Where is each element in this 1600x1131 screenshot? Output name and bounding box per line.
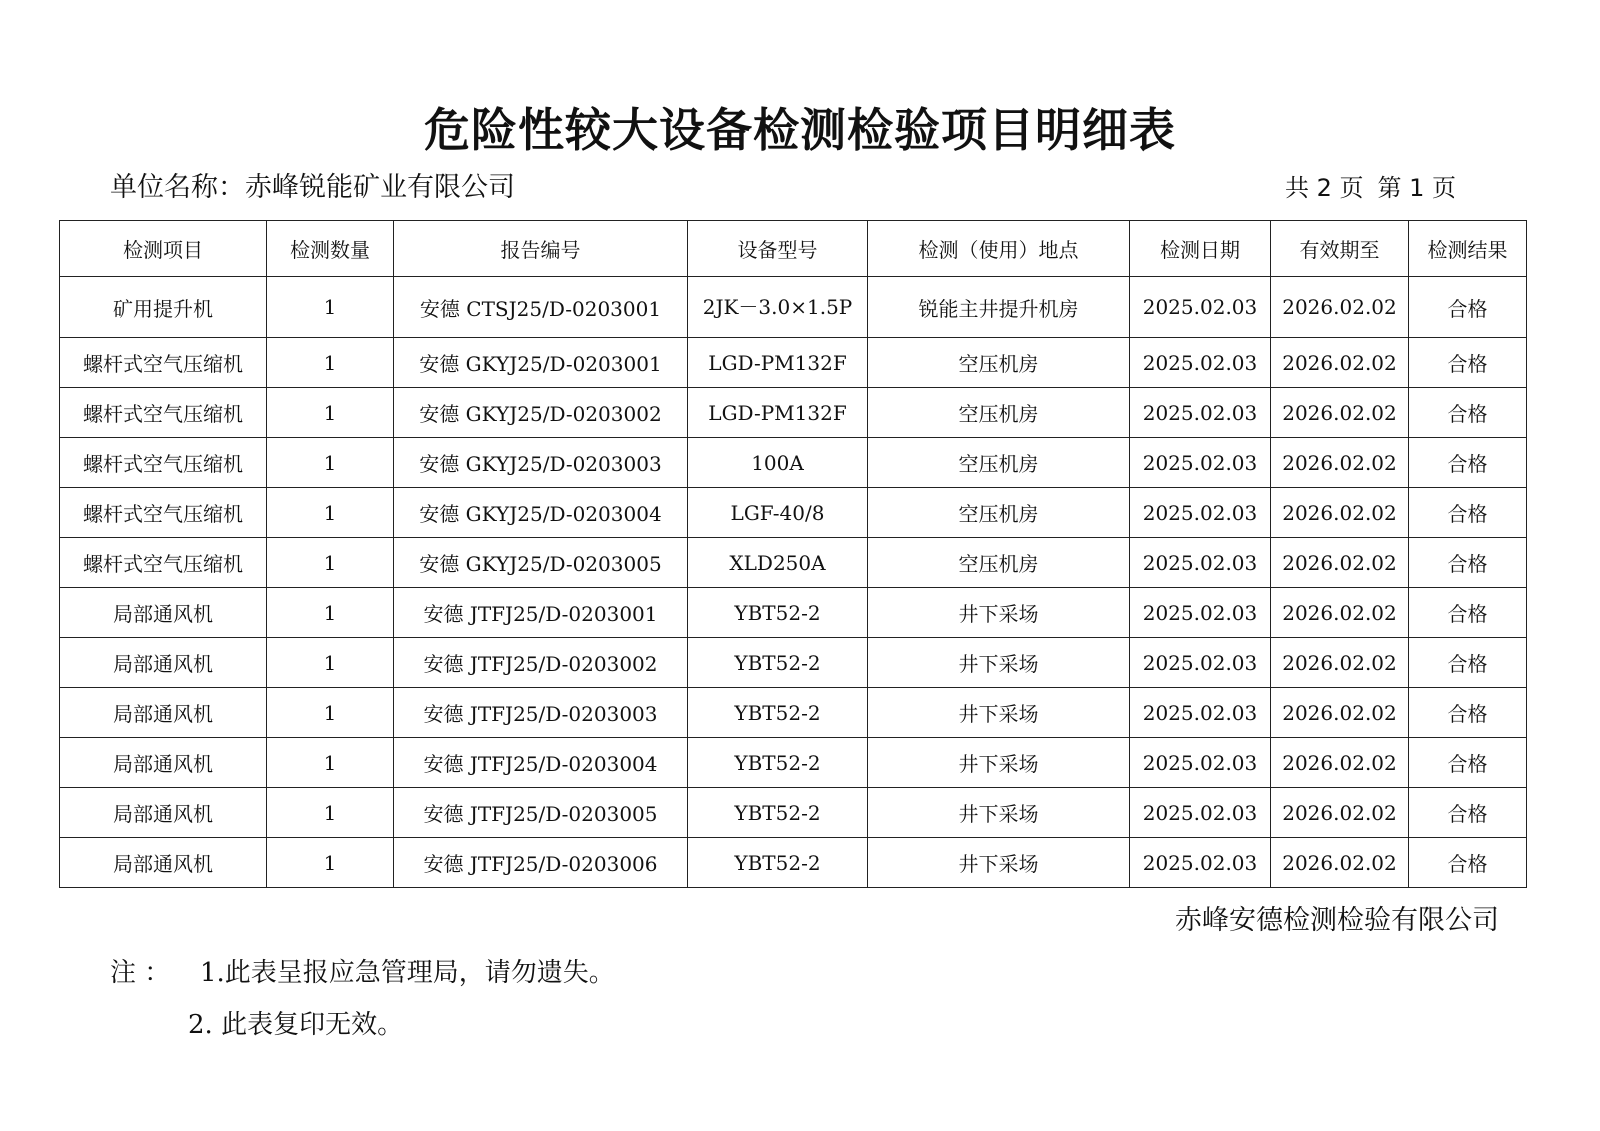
header-report-no: 报告编号 [394, 221, 688, 277]
cell-location: 井下采场 [868, 588, 1130, 638]
cell-test-date: 2025.02.03 [1130, 277, 1271, 338]
note-item-1: 1.此表呈报应急管理局，请勿遗失。 [200, 958, 615, 988]
cell-valid-until: 2026.02.02 [1271, 688, 1409, 738]
cell-test-date: 2025.02.03 [1130, 538, 1271, 588]
cell-quantity: 1 [267, 438, 394, 488]
note-line-2 [110, 1007, 615, 1043]
cell-result: 合格 [1409, 338, 1527, 388]
cell-test-date: 2025.02.03 [1130, 638, 1271, 688]
table-row [60, 638, 1527, 688]
cell-location: 空压机房 [868, 538, 1130, 588]
cell-model: YBT52-2 [688, 838, 868, 888]
cell-item: 局部通风机 [60, 688, 267, 738]
cell-test-date: 2025.02.03 [1130, 688, 1271, 738]
cell-model: 100A [688, 438, 868, 488]
cell-test-date: 2025.02.03 [1130, 488, 1271, 538]
cell-report-no: 安德 JTFJ25/D-0203006 [394, 838, 688, 888]
cell-item: 局部通风机 [60, 588, 267, 638]
unit-row [110, 170, 1456, 206]
cell-test-date: 2025.02.03 [1130, 588, 1271, 638]
cell-location: 井下采场 [868, 738, 1130, 788]
cell-location: 井下采场 [868, 688, 1130, 738]
cell-item: 螺杆式空气压缩机 [60, 388, 267, 438]
header-location: 检测（使用）地点 [868, 221, 1130, 277]
cell-report-no: 安德 JTFJ25/D-0203001 [394, 588, 688, 638]
cell-location: 空压机房 [868, 438, 1130, 488]
cell-valid-until: 2026.02.02 [1271, 388, 1409, 438]
cell-quantity: 1 [267, 838, 394, 888]
inspection-detail-table [59, 220, 1527, 888]
cell-report-no: 安德 GKYJ25/D-0203003 [394, 438, 688, 488]
cell-quantity: 1 [267, 388, 394, 438]
cell-test-date: 2025.02.03 [1130, 338, 1271, 388]
cell-item: 螺杆式空气压缩机 [60, 488, 267, 538]
cell-item: 局部通风机 [60, 838, 267, 888]
header-valid-until: 有效期至 [1271, 221, 1409, 277]
table-row [60, 388, 1527, 438]
cell-report-no: 安德 CTSJ25/D-0203001 [394, 277, 688, 338]
cell-model: YBT52-2 [688, 738, 868, 788]
header-quantity: 检测数量 [267, 221, 394, 277]
cell-quantity: 1 [267, 788, 394, 838]
cell-result: 合格 [1409, 838, 1527, 888]
cell-result: 合格 [1409, 538, 1527, 588]
cell-quantity: 1 [267, 277, 394, 338]
cell-report-no: 安德 GKYJ25/D-0203001 [394, 338, 688, 388]
cell-location: 空压机房 [868, 488, 1130, 538]
cell-test-date: 2025.02.03 [1130, 738, 1271, 788]
note-line-1 [110, 955, 615, 991]
cell-quantity: 1 [267, 688, 394, 738]
cell-model: YBT52-2 [688, 688, 868, 738]
cell-item: 局部通风机 [60, 738, 267, 788]
header-item: 检测项目 [60, 221, 267, 277]
cell-test-date: 2025.02.03 [1130, 838, 1271, 888]
unit-label: 单位名称： [110, 172, 245, 203]
cell-report-no: 安德 GKYJ25/D-0203004 [394, 488, 688, 538]
cell-test-date: 2025.02.03 [1130, 388, 1271, 438]
issuer-name: 赤峰安德检测检验有限公司 [1175, 905, 1499, 936]
cell-result: 合格 [1409, 738, 1527, 788]
cell-report-no: 安德 JTFJ25/D-0203004 [394, 738, 688, 788]
cell-quantity: 1 [267, 488, 394, 538]
table-row [60, 338, 1527, 388]
cell-model: LGD-PM132F [688, 388, 868, 438]
cell-model: LGD-PM132F [688, 338, 868, 388]
unit-name: 赤峰锐能矿业有限公司 [245, 172, 515, 203]
cell-location: 空压机房 [868, 338, 1130, 388]
cell-result: 合格 [1409, 277, 1527, 338]
header-model: 设备型号 [688, 221, 868, 277]
cell-valid-until: 2026.02.02 [1271, 638, 1409, 688]
cell-valid-until: 2026.02.02 [1271, 738, 1409, 788]
cell-report-no: 安德 JTFJ25/D-0203003 [394, 688, 688, 738]
cell-location: 井下采场 [868, 788, 1130, 838]
document-title: 危险性较大设备检测检验项目明细表 [424, 103, 1176, 157]
table-row [60, 488, 1527, 538]
cell-item: 螺杆式空气压缩机 [60, 438, 267, 488]
cell-valid-until: 2026.02.02 [1271, 788, 1409, 838]
cell-item: 局部通风机 [60, 638, 267, 688]
cell-report-no: 安德 JTFJ25/D-0203005 [394, 788, 688, 838]
cell-model: LGF-40/8 [688, 488, 868, 538]
cell-result: 合格 [1409, 638, 1527, 688]
cell-location: 锐能主井提升机房 [868, 277, 1130, 338]
table-row [60, 438, 1527, 488]
table-row [60, 588, 1527, 638]
cell-quantity: 1 [267, 588, 394, 638]
cell-item: 螺杆式空气压缩机 [60, 538, 267, 588]
cell-valid-until: 2026.02.02 [1271, 338, 1409, 388]
cell-result: 合格 [1409, 438, 1527, 488]
note-item-2: 2. 此表复印无效。 [188, 1010, 404, 1040]
cell-item: 矿用提升机 [60, 277, 267, 338]
table-row [60, 277, 1527, 338]
cell-valid-until: 2026.02.02 [1271, 588, 1409, 638]
cell-report-no: 安德 GKYJ25/D-0203002 [394, 388, 688, 438]
cell-report-no: 安德 JTFJ25/D-0203002 [394, 638, 688, 688]
notes-label: 注 ： [110, 958, 171, 988]
cell-test-date: 2025.02.03 [1130, 788, 1271, 838]
page-current: 第 1 页 [1377, 174, 1456, 202]
table-header-row [60, 221, 1527, 277]
cell-model: XLD250A [688, 538, 868, 588]
header-test-date: 检测日期 [1130, 221, 1271, 277]
cell-result: 合格 [1409, 788, 1527, 838]
cell-valid-until: 2026.02.02 [1271, 277, 1409, 338]
table-row [60, 788, 1527, 838]
cell-report-no: 安德 GKYJ25/D-0203005 [394, 538, 688, 588]
cell-valid-until: 2026.02.02 [1271, 538, 1409, 588]
cell-quantity: 1 [267, 738, 394, 788]
page-total: 共 2 页 [1284, 174, 1364, 202]
table-row [60, 538, 1527, 588]
cell-model: YBT52-2 [688, 638, 868, 688]
cell-result: 合格 [1409, 388, 1527, 438]
cell-result: 合格 [1409, 688, 1527, 738]
cell-quantity: 1 [267, 638, 394, 688]
cell-item: 局部通风机 [60, 788, 267, 838]
cell-valid-until: 2026.02.02 [1271, 438, 1409, 488]
cell-model: YBT52-2 [688, 788, 868, 838]
cell-item: 螺杆式空气压缩机 [60, 338, 267, 388]
cell-test-date: 2025.02.03 [1130, 438, 1271, 488]
cell-quantity: 1 [267, 538, 394, 588]
table-row [60, 738, 1527, 788]
cell-location: 空压机房 [868, 388, 1130, 438]
header-result: 检测结果 [1409, 221, 1527, 277]
cell-valid-until: 2026.02.02 [1271, 488, 1409, 538]
cell-result: 合格 [1409, 588, 1527, 638]
cell-valid-until: 2026.02.02 [1271, 838, 1409, 888]
table-row [60, 838, 1527, 888]
cell-location: 井下采场 [868, 638, 1130, 688]
cell-quantity: 1 [267, 338, 394, 388]
notes [110, 955, 615, 1043]
cell-result: 合格 [1409, 488, 1527, 538]
cell-model: 2JK－3.0×1.5P [688, 277, 868, 338]
table-row [60, 688, 1527, 738]
cell-location: 井下采场 [868, 838, 1130, 888]
page-indicator [1285, 170, 1456, 206]
cell-model: YBT52-2 [688, 588, 868, 638]
